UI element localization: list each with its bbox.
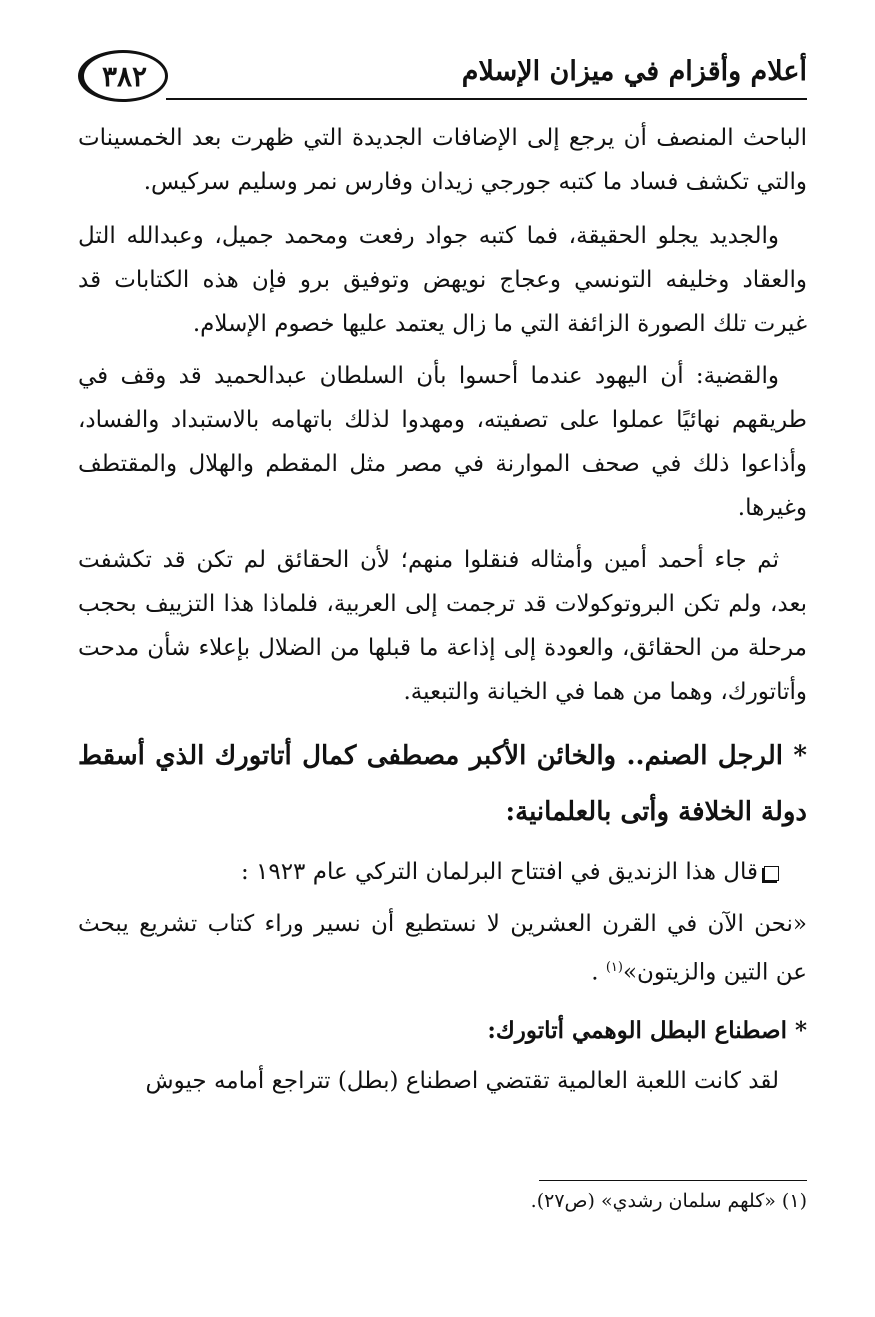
footnote: (١) «كلهم سلمان رشدي» (ص٢٧). [530,1190,807,1212]
box-bullet-icon [764,866,779,881]
section-heading-ataturk: * الرجل الصنم.. والخائن الأكبر مصطفى كمال أتاتورك الذي أسقط دولة الخلافة وأتى بالعلمانية: [78,741,807,827]
footnote-ref: (١) [605,960,623,975]
paragraph-3: والقضية: أن اليهود عندما أحسوا بأن السلطان عبدالحميد قد وقف في طريقهم نهائيًا عملوا على تصفيته، ومهدوا لذلك باتهامه بالاستبداد والفساد، وأذاعوا ذلك في صحف الموارنة في مصر مثل المقطم والهلال والمقتطف وغيرها. [78,363,807,521]
running-title: أعلام وأقزام في ميزان الإسلام [461,56,807,87]
quote-text: «نحن الآن في القرن العشرين لا نستطيع أن نسير وراء كتاب تشريع يبحث عن التين والزيتون» [78,911,807,986]
running-header [78,50,807,112]
body-text [78,116,807,1111]
statement-intro [78,850,807,894]
header-rule [166,98,807,100]
paragraph-5: لقد كانت اللعبة العالمية تقتضي اصطناع (بطل) تتراجع أمامه جيوش [145,1067,779,1094]
page-number: ٣٨٢ [78,50,168,102]
statement-intro-text: قال هذا الزنديق في افتتاح البرلمان التركي عام ١٩٢٣ : [240,859,758,885]
quote-end: . [591,959,606,986]
footnote-rule [539,1180,807,1181]
quote-paragraph [78,902,807,995]
section-heading-fake-hero: * اصطناع البطل الوهمي أتاتورك: [487,1016,807,1044]
paragraph-2: والجديد يجلو الحقيقة، فما كتبه جواد رفعت ومحمد جميل، وعبدالله التل والعقاد وخليفه التونسي وعجاج نويهض وتوفيق برو فإن هذه الكتابات قد غيرت تلك الصورة الزائفة التي ما زال يعتمد عليها خصوم الإسلام. [78,223,807,337]
paragraph-1: الباحث المنصف أن يرجع إلى الإضافات الجديدة التي ظهرت بعد الخمسينات والتي تكشف فساد ما كتبه جورجي زيدان وفارس نمر وسليم سركيس. [78,125,807,195]
paragraph-4: ثم جاء أحمد أمين وأمثاله فنقلوا منهم؛ لأن الحقائق لم تكن قد تكشفت بعد، ولم تكن البروتوكولات قد ترجمت إلى العربية، فلماذا هذا التزييف بحجب مرحلة من الحقائق، والعودة إلى إذاعة ما قبلها من الضلال بإعلاء شأن مدحت وأتاتورك، وهما من هما في الخيانة والتبعية. [78,547,807,705]
